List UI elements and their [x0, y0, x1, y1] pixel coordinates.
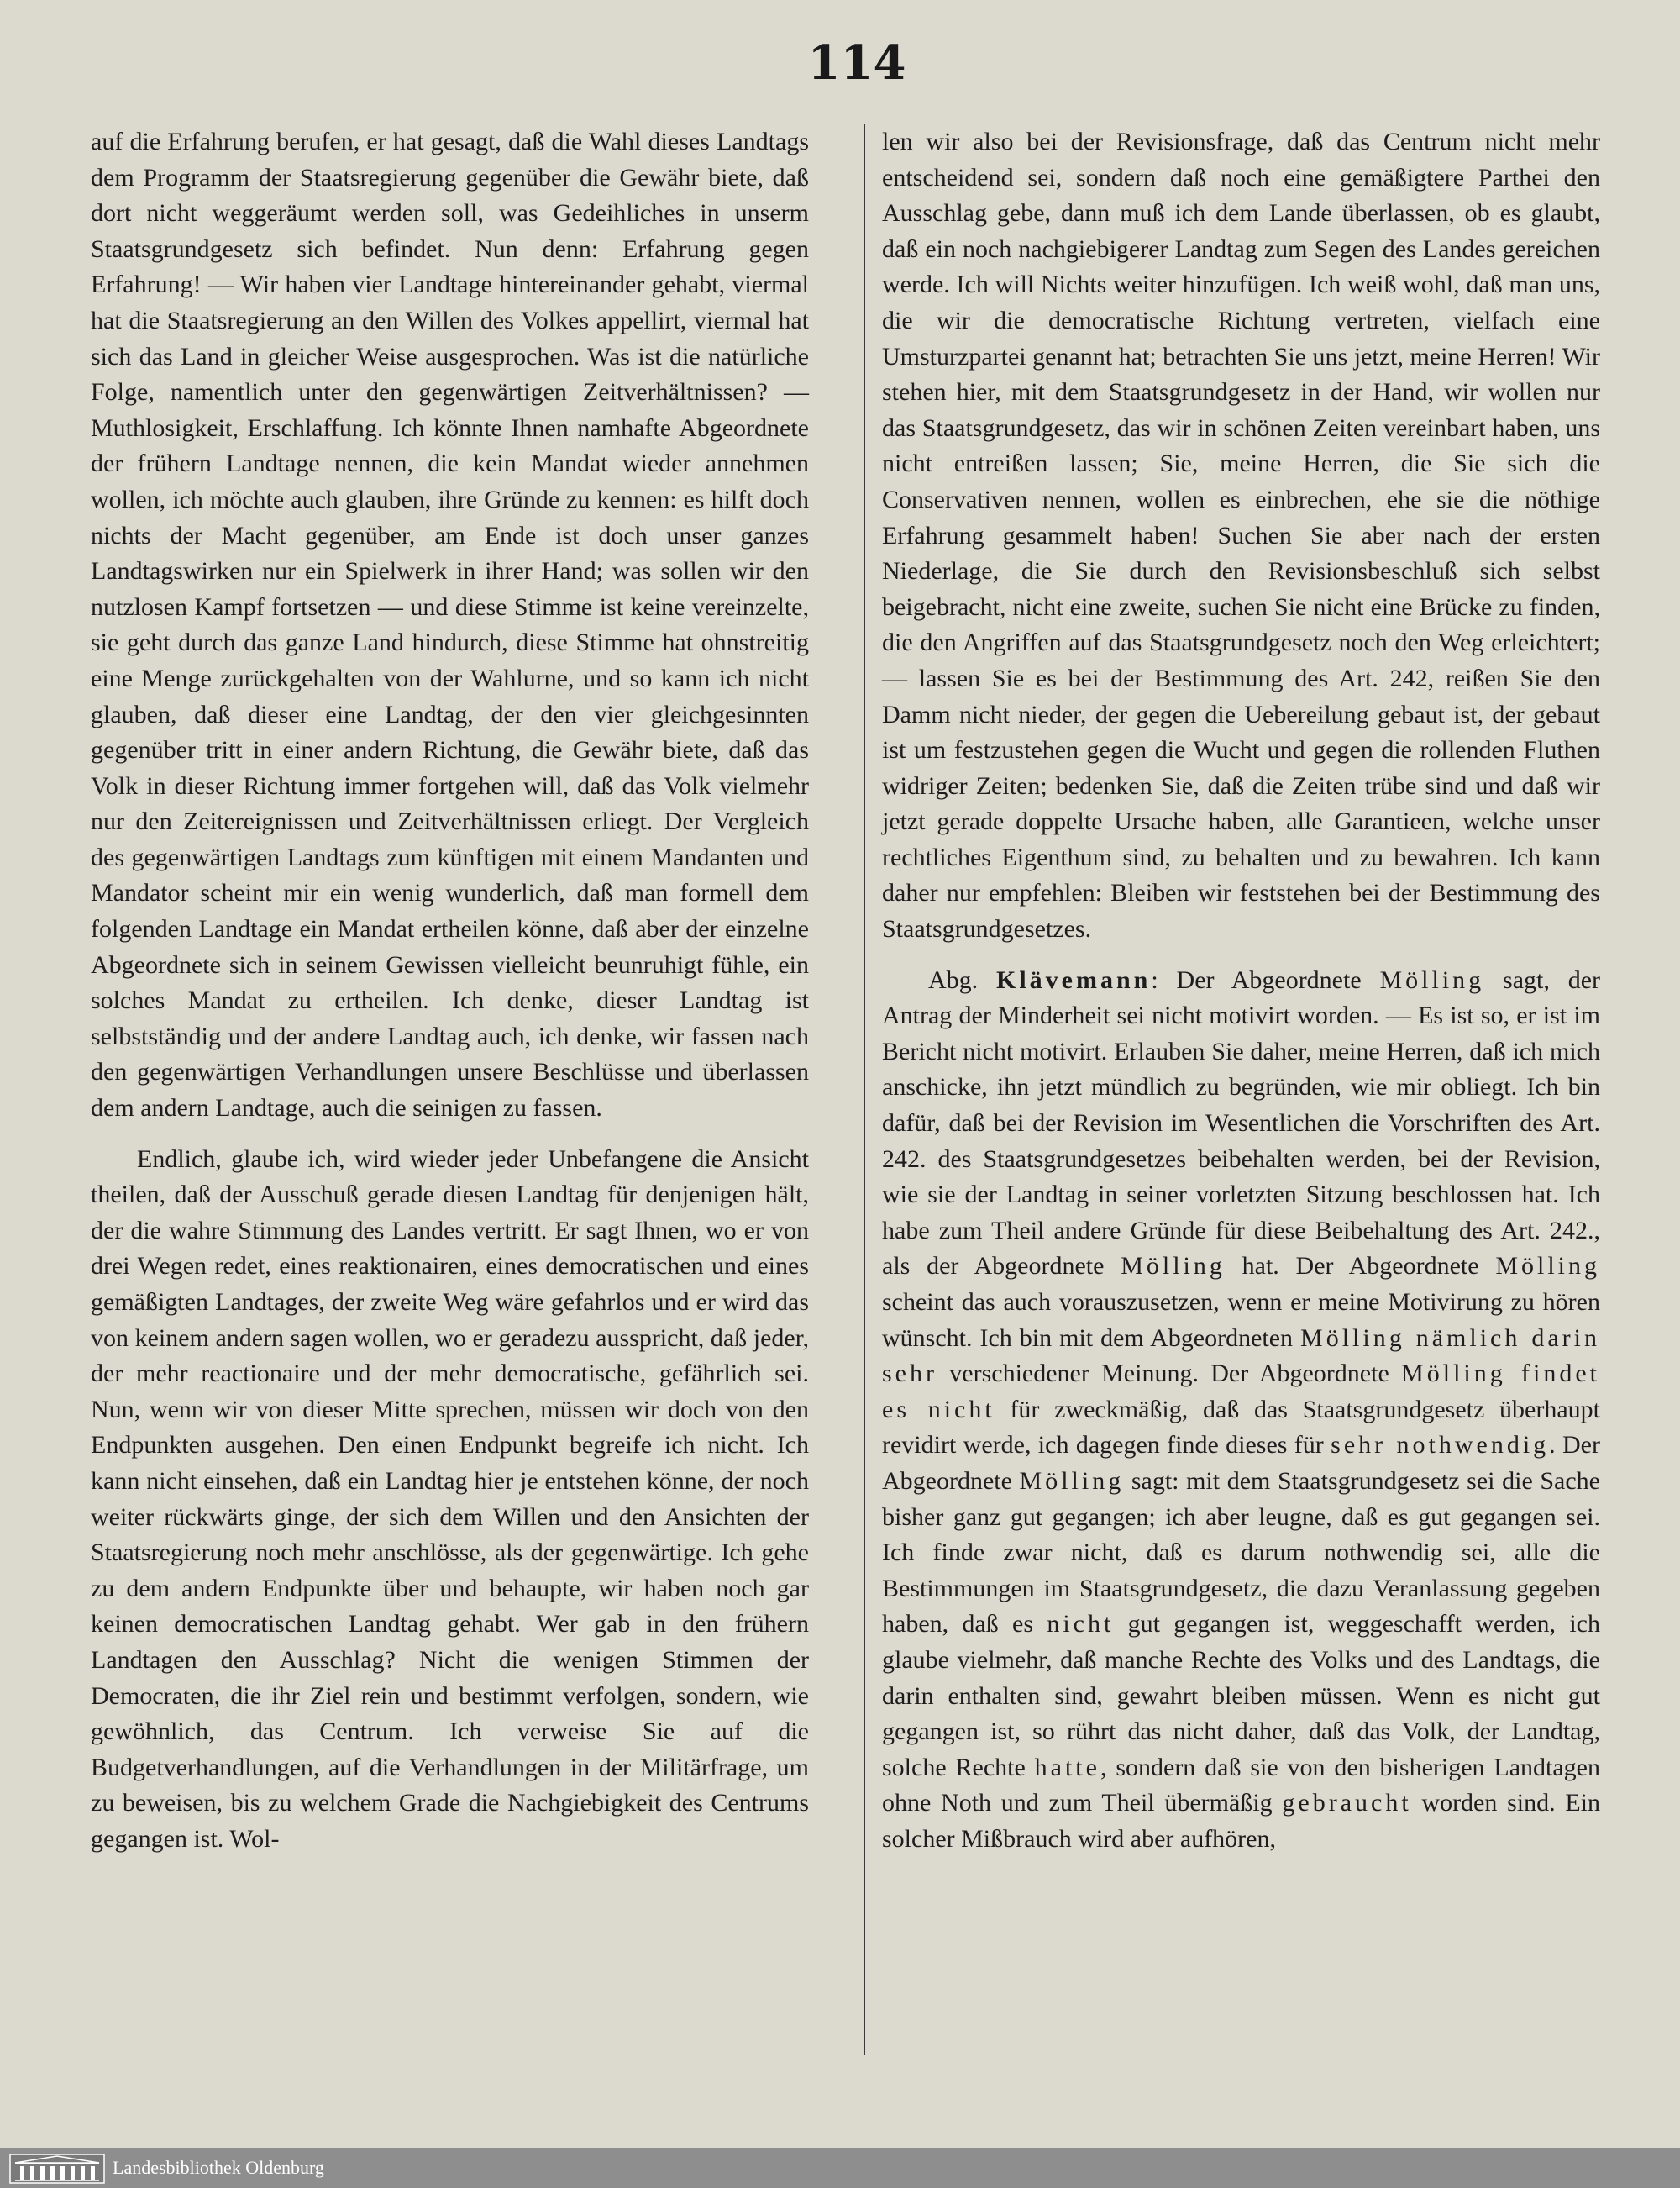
left-column: [91, 124, 809, 1858]
footer-bar: [0, 2148, 1680, 2188]
right-column: [882, 124, 1600, 1858]
emphasis: nicht: [1047, 1610, 1115, 1638]
text-fragment: gut gegangen ist, weggeschafft werden, ich glaube vielmehr, daß manche Rechte des Volks und des Landtags, die darin enthalten sind, gewahrt bleiben müssen. Wenn es nicht gut gegangen ist, so rührt das nicht daher, daß das Volk, der Landtag, solche Rechte: [882, 1610, 1600, 1781]
emphasis: Mölling: [1019, 1466, 1125, 1495]
text-fragment: für zweckmäßig, daß das Staatsgrundgesetz überhaupt revidirt werde, ich dagegen finde dieses für: [882, 1395, 1600, 1460]
paragraph: len wir also bei der Revisionsfrage, daß das Centrum nicht mehr entscheidend sei, sondern daß noch eine gemäßigtere Parthei den Ausschlag gebe, dann muß ich dem Lande überlassen, ob es glaubt, daß ein noch nachgiebigerer Landtag zum Segen des Landes gereichen werde. Ich will Nichts weiter hinzufügen. Ich weiß wohl, daß man uns, die wir die democratische Richtung vertreten, vielfach eine Umsturzpartei genannt hat; betrachten Sie uns jetzt, meine Herren! Wir stehen hier, mit dem Staatsgrundgesetz in der Hand, wir wollen nur das Staatsgrundgesetz, das wir in schönen Zeiten vereinbart haben, uns nicht entreißen lassen; Sie, meine Herren, die Sie sich die Conservativen nennen, wollen es einbrechen, ehe sie die nöthige Erfahrung gesammelt haben! Suchen Sie aber nach der ersten Niederlage, die Sie durch den Revisionsbeschluß sich selbst beigebracht, nicht eine zweite, suchen Sie nicht eine Brücke zu finden, die den Angriffen auf das Staatsgrundgesetz noch den Weg erleichtert; — lassen Sie es bei der Bestimmung des Art. 242, reißen Sie den Damm nicht nieder, der gegen die Uebereilung gebaut ist, der gebaut ist um festzustehen gegen die Wucht und gegen die rollenden Fluthen widriger Zeiten; bedenken Sie, daß die Zeiten trübe sind und daß wir jetzt gerade doppelte Ursache haben, alle Garantieen, welche unser rechtliches Eigenthum sind, zu behalten und zu bewahren. Ich kann daher nur empfehlen: Bleiben wir feststehen bei der Bestimmung des Staatsgrundgesetzes.: [882, 128, 1600, 944]
emphasis: gebraucht: [1282, 1789, 1412, 1817]
text-fragment: , sondern daß sie von den bisherigen Landtagen ohne Noth und zum Theil übermäßig: [882, 1753, 1600, 1817]
page-number: 114: [807, 35, 906, 91]
text-fragment: sagt: mit dem Staatsgrundgesetz sei die Sache bisher ganz gut gegangen; ich aber leugne, daß es gut gegangen sei. Ich finde zwar nicht, daß es darum nothwendig sei, alle die Bestimmungen im Staatsgrundgesetz, die dazu Veranlassung gegeben haben, daß es: [882, 1466, 1601, 1638]
library-building-icon: [8, 2151, 106, 2185]
text-fragment: scheint das auch vorauszusetzen, wenn er meine Motivirung zu hören wünscht. Ich bin mit dem Abgeordneten: [882, 1288, 1600, 1352]
speaker-name: Klävemann: [996, 965, 1152, 994]
text-fragment: verschiedener Meinung. Der Abgeordnete: [937, 1360, 1402, 1388]
emphasis: Mölling: [1495, 1252, 1600, 1281]
column-divider: [864, 124, 865, 2055]
emphasis: Mölling nämlich darin sehr: [882, 1323, 1600, 1388]
text-fragment: : Der Abgeordnete: [1151, 965, 1380, 994]
speech-paragraph: [882, 963, 1600, 1858]
emphasis: sehr nothwendig: [1331, 1431, 1550, 1460]
text-fragment: hat. Der Abgeordnete: [1225, 1252, 1496, 1281]
emphasis: hatte: [1034, 1753, 1100, 1781]
paragraph: Endlich, glaube ich, wird wieder jeder Unbefangene die Ansicht theilen, daß der Ausschuß gerade diesen Landtag für denjenigen hält, der die wahre Stimmung des Landes vertritt. Er sagt Ihnen, wo er von drei Wegen redet, eines reaktionairen, eines democratischen und eines gemäßigten Landtages, der zweite Weg wäre gefahrlos und er wird das von keinem andern sagen wollen, wo er geradezu ausspricht, daß jeder, der mehr reactionaire und der mehr democratische, gefährlich sei. Nun, wenn wir von dieser Mitte sprechen, müssen wir doch von den Endpunkten ausgehen. Den einen Endpunkt begreife ich nicht. Ich kann nicht einsehen, daß ein Landtag hier je entstehen könne, der noch weiter rückwärts ginge, der sich dem Willen und den Ansichten der Staatsregierung noch mehr anschlösse, als der gegenwärtige. Ich gehe zu dem andern Endpunkte über und behaupte, wir haben noch gar keinen democratischen Landtag gehabt. Wer gab in den frühern Landtagen den Ausschlag? Nicht die wenigen Stimmen der Democraten, die ihr Ziel rein und bestimmt verfolgen, sondern, wie gewöhnlich, das Centrum. Ich verweise Sie auf die Budgetverhandlungen, auf die Verhandlungen in der Militärfrage, um zu beweisen, bis zu welchem Grade die Nachgiebigkeit des Centrums gegangen ist. Wol-: [91, 1144, 809, 1853]
text-fragment: . Der Abgeordnete: [882, 1431, 1600, 1495]
text-fragment: worden sind. Ein solcher Mißbrauch wird aber aufhören,: [882, 1789, 1600, 1853]
text-fragment: Abg.: [928, 965, 997, 994]
text-fragment: sagt, der Antrag der Minderheit sei nicht motivirt worden. — Es ist so, er ist im Bericht nicht motivirt. Erlauben Sie daher, meine Herren, daß ich mich anschicke, ihn jetzt mündlich zu begründen, wie mir obliegt. Ich bin dafür, daß bei der Revision im Wesentlichen die Vorschriften des Art. 242. des Staatsgrundgesetzes beibehalten werden, bei der Revision, wie sie der Landtag in seiner vorletzten Sitzung beschlossen hat. Ich habe zum Theil andere Gründe für diese Beibehaltung des Art. 242., als der Abgeordnete: [882, 965, 1601, 1281]
paragraph: auf die Erfahrung berufen, er hat gesagt, daß die Wahl dieses Landtags dem Programm der Staatsregierung gegenüber die Gewähr biete, daß dort nicht weggeräumt werden soll, was Gedeihliches in unserm Staatsgrundgesetz sich befindet. Nun denn: Erfahrung gegen Erfahrung! — Wir haben vier Landtage hintereinander gehabt, viermal hat die Staatsregierung an den Willen des Volkes appellirt, viermal hat sich das Land in gleicher Weise ausgesprochen. Was ist die natürliche Folge, namentlich unter den gegenwärtigen Zeitverhältnissen? — Muthlosigkeit, Erschlaffung. Ich könnte Ihnen namhafte Abgeordnete der frühern Landtage nennen, die kein Mandat wieder annehmen wollen, ich möchte auch glauben, ihre Gründe zu kennen: es hilft doch nichts der Macht gegenüber, am Ende ist doch unser ganzes Landtagswirken nur ein Spielwerk in ihrer Hand; was sollen wir den nutzlosen Kampf fortsetzen — und diese Stimme ist keine vereinzelte, sie geht durch das ganze Land hindurch, diese Stimme hat ohnstreitig eine Menge zurückgehalten von der Wahlurne, und so kann ich nicht glauben, daß dieser eine Landtag, der den vier gleichgesinnten gegenüber tritt in einer andern Richtung, die Gewähr biete, daß das Volk in dieser Richtung immer fortgehen will, daß das Volk vielmehr nur den Zeitereignissen und Zeitverhältnissen erliegt. Der Vergleich des gegenwärtigen Landtags zum künftigen mit einem Mandanten und Mandator scheint mir ein wenig wunderlich, daß man formell dem folgenden Landtage ein Mandat ertheilen könne, daß aber der einzelne Abgeordnete sich in seinem Gewissen vielleicht beunruhigt fühle, ein solches Mandat zu ertheilen. Ich denke, dieser Landtag ist selbstständig und der andere Landtag auch, ich denke, wir fassen nach den gegenwärtigen Verhandlungen unsere Beschlüsse und überlassen dem andern Landtage, auch die seinigen zu fassen.: [91, 128, 809, 1123]
library-name[interactable]: Landesbibliothek Oldenburg: [113, 2157, 324, 2178]
emphasis: Mölling findet es nicht: [882, 1360, 1601, 1423]
emphasis: Mölling: [1121, 1252, 1226, 1281]
emphasis: Mölling: [1379, 965, 1485, 994]
